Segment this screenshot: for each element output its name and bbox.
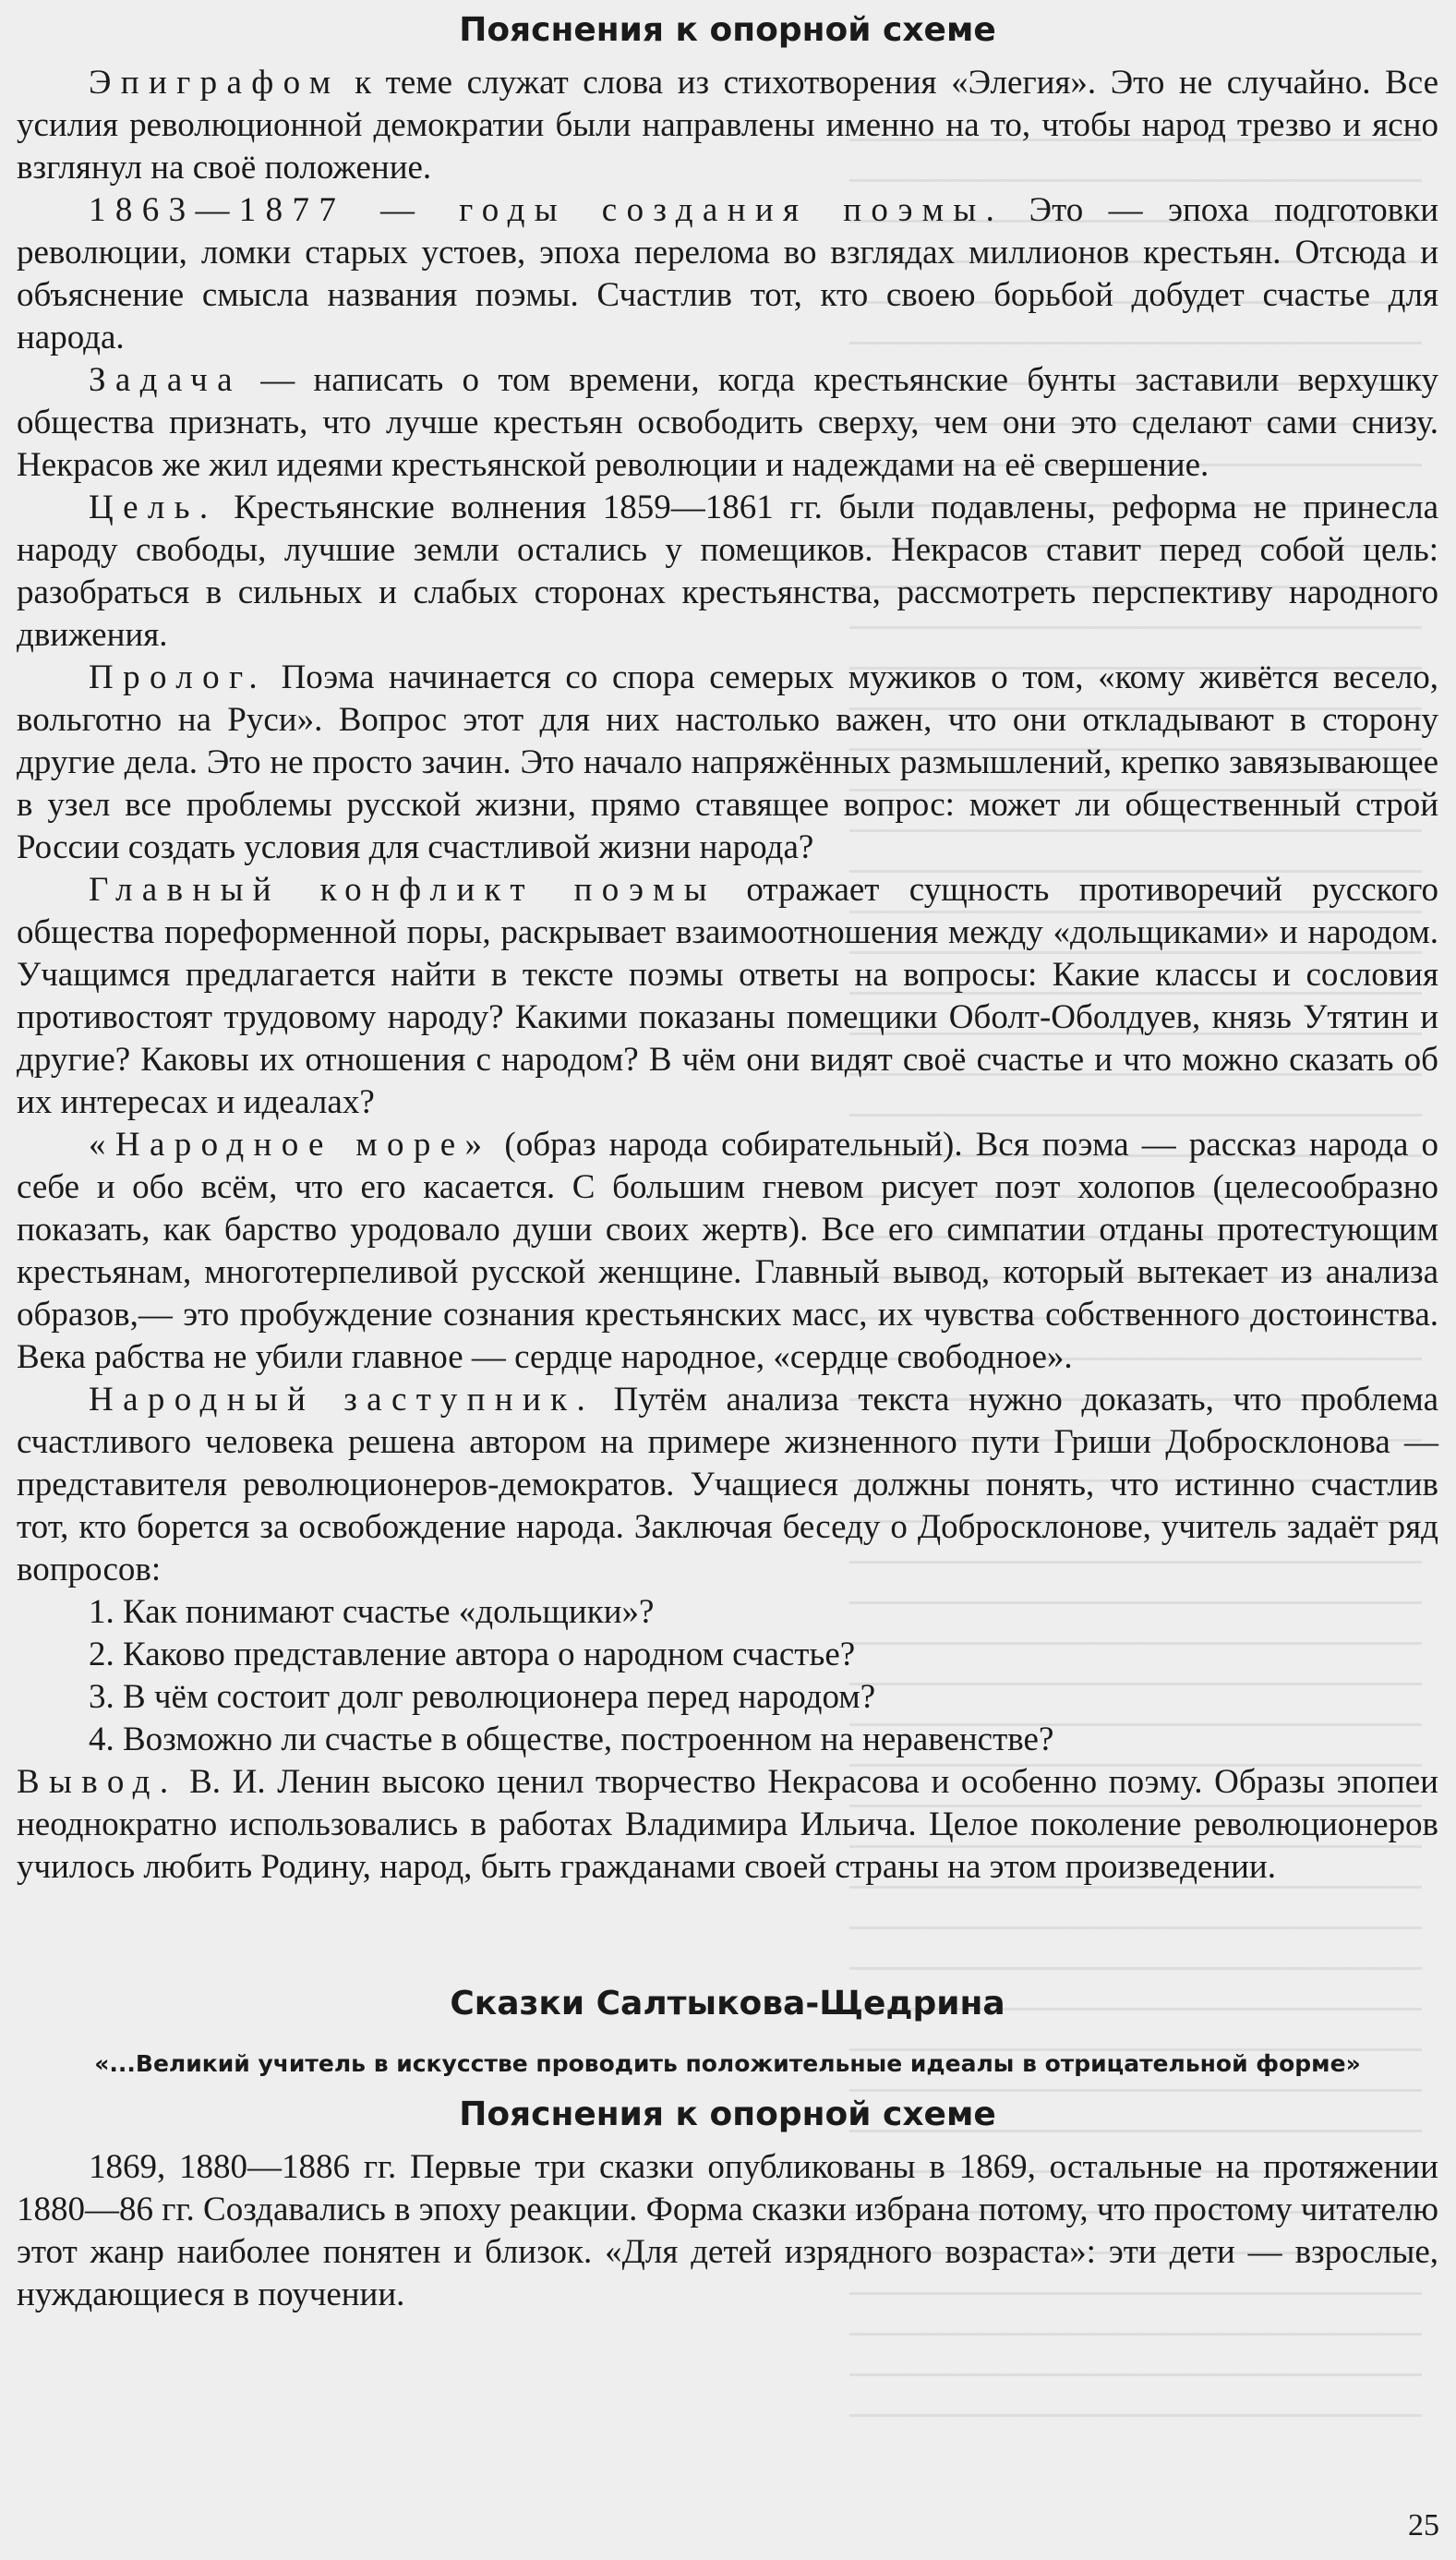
paragraph-text: к теме служат слова из стихотворения «Элегия». Это не случайно. Все усилия революционной демократии были направлены именно на то, чтобы народ трезво и ясно взглянул на своё положение.	[17, 64, 1438, 187]
section-subtitle: Пояснения к опорной схеме	[459, 2095, 996, 2133]
paragraph-fairy-tales: 1869, 1880—1886 гг. Первые три сказки опубликованы в 1869, остальные на протяжении 1880—86 гг. Создавались в эпоху реакции. Форма сказки избрана потому, что простому читателю этот жанр наиболее понятен и близок. «Для детей изрядного возраста»: эти дети — взрослые, нуждающиеся в поучении.	[17, 2148, 1438, 2313]
paragraph-lead: Цель.	[89, 489, 218, 526]
paragraph-lead: «Народное море»	[89, 1126, 492, 1164]
paragraph-text: отражает сущность противоречий русского общества пореформенной поры, раскрывает взаимоотношения между «дольщиками» и народом. Учащимся предлагается найти в тексте поэмы ответы на вопросы: Какие классы и сословия противостоят трудовому народу? Какими показаны помещики Оболт-Оболдуев, князь Утятин и другие? Каковы их отношения с народом? В чём они видят своё счастье и что можно сказать об их интересах и идеалах?	[17, 871, 1438, 1121]
paragraph-epigraph	[17, 62, 1438, 189]
questions-list	[17, 1591, 1438, 1761]
paragraph-people-sea	[17, 1124, 1438, 1379]
paragraph-lead: Вывод.	[17, 1763, 178, 1801]
paragraph-conclusion	[17, 1761, 1438, 1889]
section-title: Сказки Салтыкова-Щедрина	[450, 1985, 1005, 2023]
paragraph-lead: Пролог.	[89, 658, 267, 696]
paragraph-defender	[17, 1379, 1438, 1591]
paragraph-text: Путём анализа текста нужно доказать, что проблема счастливого человека решена автором на примере жизненного пути Гриши Добросклонова — представителя революционеров-демократов. Учащиеся должны понять, что истинно счастлив тот, кто борется за освобождение народа. Заключая беседу о Добросклонове, учитель задаёт ряд вопросов:	[17, 1381, 1438, 1588]
paragraph-prologue	[17, 657, 1438, 869]
paragraph-lead: Эпиграфом	[89, 64, 341, 102]
paragraph-lead: Задача	[89, 361, 242, 399]
paragraph-text: — написать о том времени, когда крестьянские бунты заставили верхушку общества признать, что лучше крестьян освободить сверху, чем они это сделают сами снизу. Некрасов же жил идеями крестьянской революции и надеждами на её свершение.	[17, 361, 1438, 484]
paragraph-lead: 1863—1877 — годы создания поэмы.	[89, 191, 1005, 229]
question-item: 1. Как понимают счастье «дольщики»?	[89, 1593, 655, 1631]
paragraph-conflict	[17, 869, 1438, 1124]
paragraph-text: Это — эпоха подготовки революции, ломки старых устоев, эпоха перелома во взглядах миллионов крестьян. Отсюда и объяснение смысла названия поэмы. Счастлив тот, кто своею борьбой добудет счастье для народа.	[17, 191, 1438, 356]
page-number: 25	[1408, 2508, 1439, 2542]
question-item: 3. В чём состоит долг революционера перед народом?	[89, 1678, 876, 1716]
paragraph-task	[17, 359, 1438, 487]
paragraph-text: В. И. Ленин высоко ценил творчество Некрасова и особенно поэму. Образы эпопеи неоднократно использовались в работах Владимира Ильича. Целое поколение революционеров училось любить Родину, народ, быть гражданами своей страны на этом произведении.	[17, 1763, 1438, 1886]
question-item: 2. Каково представление автора о народном счастье?	[89, 1636, 856, 1673]
paragraph-text: (образ народа собирательный). Вся поэма — рассказ народа о себе и обо всём, что его касается. С большим гневом рисует поэт холопов (целесообразно показать, как барство уродовало души своих жертв). Все его симпатии отданы протестующим крестьянам, многотерпеливой русской женщине. Главный вывод, который вытекает из анализа образов,— это пробуждение сознания крестьянских масс, их чувства собственного достоинства. Века рабства не убили главное — сердце народное, «сердце свободное».	[17, 1126, 1438, 1376]
question-item: 4. Возможно ли счастье в обществе, построенном на неравенстве?	[89, 1721, 1054, 1758]
paragraph-lead: Народный заступник.	[89, 1381, 596, 1419]
paragraph-years	[17, 189, 1438, 359]
paragraph-lead: Главный конфликт поэмы	[89, 871, 716, 909]
page	[17, 11, 1438, 2316]
paragraph-text: Крестьянские волнения 1859—1861 гг. были подавлены, реформа не принесла народу свободы, лучшие земли остались у помещиков. Некрасов ставит перед собой цель: разобраться в сильных и слабых сторонах крестьянства, рассмотреть перспективу народного движения.	[17, 489, 1438, 654]
epigraph-quote: «...Великий учитель в искусстве проводить положительные идеалы в отрицательной форме»	[94, 2050, 1361, 2077]
paragraph-goal	[17, 487, 1438, 657]
section-title: Пояснения к опорной схеме	[459, 11, 996, 49]
paragraph-text: Поэма начинается со спора семерых мужиков о том, «кому живётся весело, вольготно на Руси». Вопрос этот для них настолько важен, что они откладывают в сторону другие дела. Это не просто зачин. Это начало напряжённых размышлений, крепко завязывающее в узел все проблемы русской жизни, прямо ставящее вопрос: может ли общественный строй России создать условия для счастливой жизни народа?	[17, 658, 1438, 866]
